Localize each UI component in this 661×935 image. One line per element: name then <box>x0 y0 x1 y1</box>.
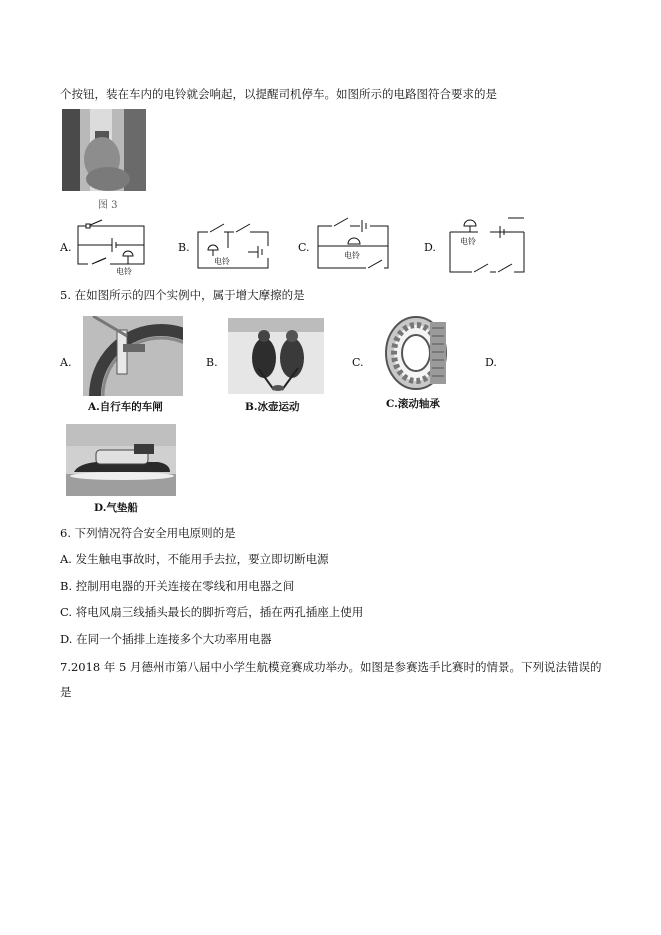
curling-photo <box>228 318 324 394</box>
q5-option-d-letter: D. <box>485 356 497 369</box>
bicycle-brake-caption: A.自行车的车闸 <box>88 401 163 413</box>
q6-option-a: A. 发生触电事故时，不能用手去拉，要立即切断电源 <box>60 552 329 566</box>
circuit-b-bell-label: 电铃 <box>214 257 230 266</box>
q6-option-d: D. 在同一个插排上连接多个大功率用电器 <box>60 632 272 646</box>
circuit-diagram-d <box>438 212 530 276</box>
q6-stem: 6. 下列情况符合安全用电原则的是 <box>60 526 236 540</box>
rolling-bearing-photo <box>372 314 464 392</box>
hovercraft-caption: D.气垫船 <box>94 502 138 514</box>
q4-option-c-letter: C. <box>298 241 310 254</box>
q7-stem-line2: 是 <box>60 685 72 699</box>
circuit-diagram-c <box>308 216 398 276</box>
q5-option-a-letter: A. <box>60 356 72 369</box>
q4-option-a-letter: A. <box>60 241 72 254</box>
q5-option-c-letter: C. <box>352 356 364 369</box>
bicycle-brake-photo <box>83 316 183 396</box>
hovercraft-photo <box>66 424 176 496</box>
figure-caption: 图 3 <box>98 200 118 211</box>
q7-stem-line1: 7.2018 年 5 月德州市第八届中小学生航模竞赛成功举办。如图是参赛选手比赛时的情景。下列说法错误的 <box>60 660 602 674</box>
bus-button-photo <box>62 109 146 191</box>
q4-stem-tail: 个按钮，装在车内的电铃就会响起，以提醒司机停车。如图所示的电路图符合要求的是 <box>60 87 497 101</box>
q6-option-c: C. 将电风扇三线插头最长的脚折弯后，插在两孔插座上使用 <box>60 605 364 619</box>
circuit-d-bell-label: 电铃 <box>460 237 476 246</box>
q4-option-d-letter: D. <box>424 241 436 254</box>
q4-option-b-letter: B. <box>178 241 190 254</box>
q5-option-b-letter: B. <box>206 356 218 369</box>
rolling-bearing-caption: C.滚动轴承 <box>386 398 440 410</box>
circuit-a-bell-label: 电铃 <box>116 267 132 276</box>
q6-option-b: B. 控制用电器的开关连接在零线和用电器之间 <box>60 579 295 593</box>
circuit-c-bell-label: 电铃 <box>344 251 360 260</box>
circuit-diagram-b <box>188 218 278 276</box>
curling-caption: B.冰壶运动 <box>245 401 300 413</box>
circuit-diagram-a <box>68 218 154 276</box>
q5-stem: 5. 在如图所示的四个实例中，属于增大摩擦的是 <box>60 288 305 302</box>
